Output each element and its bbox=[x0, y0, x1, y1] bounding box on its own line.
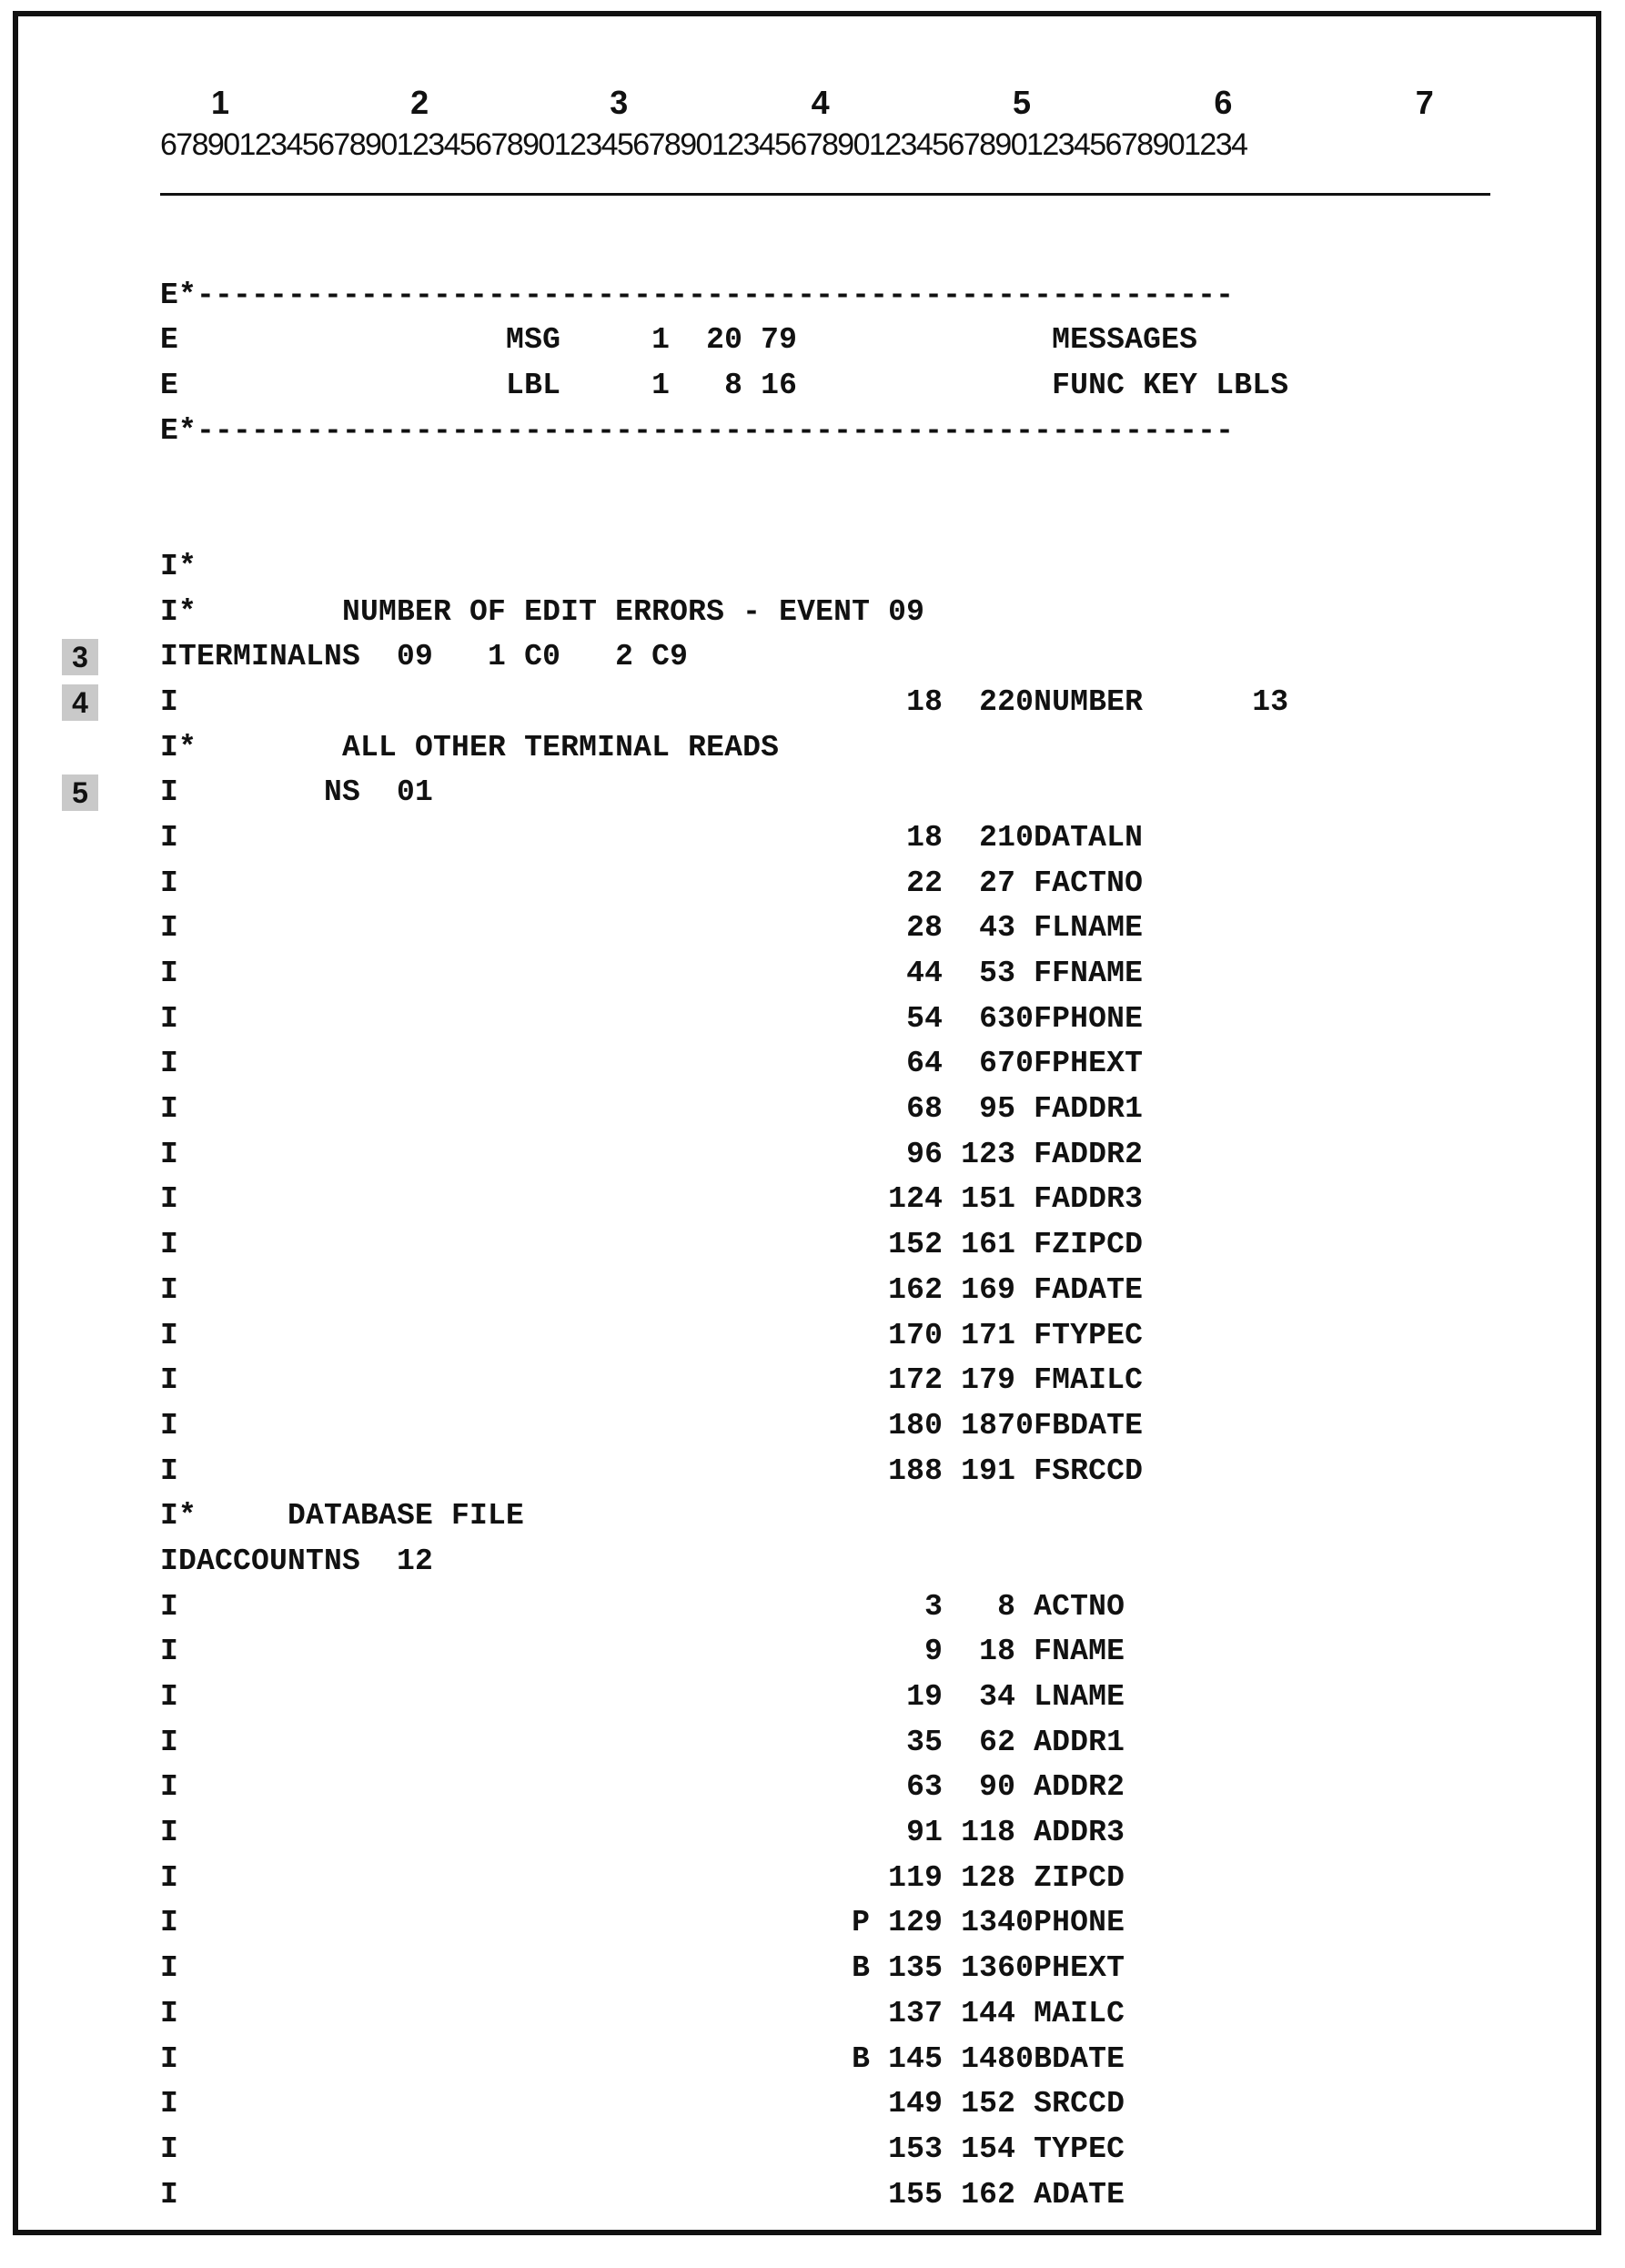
source-line: I 19 34 LNAME bbox=[160, 1680, 1125, 1714]
ruler-tens-digit: 6 bbox=[1214, 84, 1233, 121]
source-line bbox=[160, 499, 1288, 544]
source-line bbox=[160, 228, 1288, 273]
source-line: I 96 123 FADDR2 bbox=[160, 1137, 1144, 1171]
source-line: I 162 169 FADATE bbox=[160, 1272, 1144, 1307]
source-line: I 149 152 SRCCD bbox=[160, 2087, 1125, 2121]
source-line: E LBL 1 8 16 FUNC KEY LBLS bbox=[160, 369, 1289, 403]
ruler-divider bbox=[160, 193, 1490, 196]
ruler-tens-digit: 3 bbox=[610, 84, 629, 121]
source-line: I* NUMBER OF EDIT ERRORS - EVENT 09 bbox=[160, 594, 925, 629]
source-line: I* DATABASE FILE bbox=[160, 1499, 525, 1534]
source-line: I 124 151 FADDR3 bbox=[160, 1182, 1144, 1217]
source-line: I 68 95 FADDR1 bbox=[160, 1092, 1144, 1127]
source-line: I 152 161 FZIPCD bbox=[160, 1228, 1144, 1262]
source-line: I 137 144 MAILC bbox=[160, 1996, 1125, 2030]
source-line: I 170 171 FTYPEC bbox=[160, 1318, 1144, 1352]
source-line: I 22 27 FACTNO bbox=[160, 866, 1144, 900]
source-line: I 188 191 FSRCCD bbox=[160, 1453, 1144, 1488]
source-line: I 18 210DATALN bbox=[160, 820, 1144, 855]
source-line: E*--------------------------------------------------------- bbox=[160, 413, 1235, 448]
source-line: I 155 162 ADATE bbox=[160, 2177, 1125, 2212]
source-line: I* bbox=[160, 549, 197, 583]
source-line: I 44 53 FFNAME bbox=[160, 957, 1144, 990]
source-line: I 91 118 ADDR3 bbox=[160, 1816, 1125, 1850]
source-line: ITERMINALNS 09 1 C0 2 C9 bbox=[160, 640, 689, 674]
ruler-tens-digit: 5 bbox=[1012, 84, 1031, 121]
ruler-tens-digit: 7 bbox=[1415, 84, 1434, 121]
source-line: IDACCOUNTNS 12 bbox=[160, 1544, 434, 1578]
source-line: I 119 128 ZIPCD bbox=[160, 1860, 1125, 1895]
source-line: I 3 8 ACTNO bbox=[160, 1589, 1125, 1624]
source-line: E MSG 1 20 79 MESSAGES bbox=[160, 323, 1198, 358]
source-line: I 54 630FPHONE bbox=[160, 1001, 1144, 1036]
source-line bbox=[160, 453, 1288, 499]
source-line: I P 129 1340PHONE bbox=[160, 1906, 1125, 1940]
ruler-units-row: 678901234567890123456789012345678901234567890123456789012345678901234 bbox=[160, 127, 1247, 162]
line-marker: 3 bbox=[62, 639, 98, 675]
source-line: I 9 18 FNAME bbox=[160, 1635, 1125, 1669]
source-line: I 18 220NUMBER 13 bbox=[160, 684, 1289, 719]
source-listing bbox=[160, 228, 1288, 2217]
source-line: E*--------------------------------------------------------- bbox=[160, 278, 1235, 312]
source-line: I B 135 1360PHEXT bbox=[160, 1951, 1125, 1986]
source-line: I 63 90 ADDR2 bbox=[160, 1770, 1125, 1805]
ruler-tens-digit: 1 bbox=[211, 84, 230, 121]
source-line: I NS 01 bbox=[160, 775, 434, 810]
source-line: I 28 43 FLNAME bbox=[160, 911, 1144, 946]
source-line: I B 145 1480BDATE bbox=[160, 2041, 1125, 2076]
source-line: I* ALL OTHER TERMINAL READS bbox=[160, 730, 780, 764]
ruler-tens-digit: 4 bbox=[811, 84, 830, 121]
source-line: I 172 179 FMAILC bbox=[160, 1363, 1144, 1398]
line-marker: 5 bbox=[62, 775, 98, 811]
source-line: I 153 154 TYPEC bbox=[160, 2131, 1125, 2166]
source-line: I 64 670FPHEXT bbox=[160, 1047, 1144, 1081]
source-line: I 35 62 ADDR1 bbox=[160, 1725, 1125, 1759]
ruler-tens-digit: 2 bbox=[410, 84, 429, 121]
source-line: I 180 1870FBDATE bbox=[160, 1408, 1144, 1443]
line-marker: 4 bbox=[62, 684, 98, 721]
